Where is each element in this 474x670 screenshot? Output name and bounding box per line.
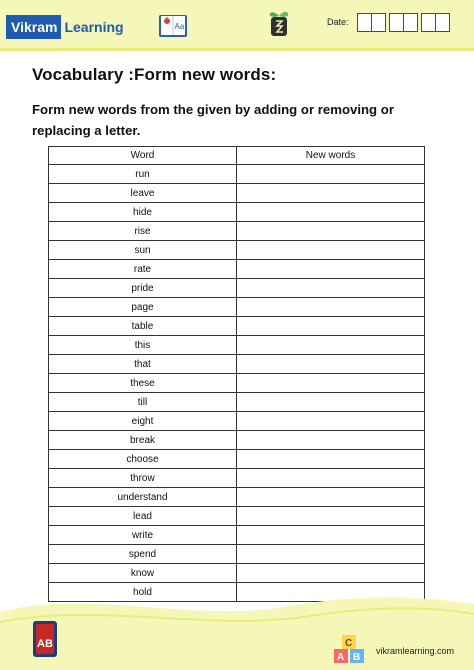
table-row	[49, 222, 425, 241]
date-box[interactable]	[421, 13, 436, 32]
new-word-cell[interactable]	[237, 526, 425, 545]
new-word-cell[interactable]	[237, 260, 425, 279]
new-word-cell[interactable]	[237, 184, 425, 203]
word-cell: break	[49, 431, 237, 450]
new-word-cell[interactable]	[237, 336, 425, 355]
table-row	[49, 279, 425, 298]
table-row	[49, 241, 425, 260]
new-word-cell[interactable]	[237, 374, 425, 393]
table-row	[49, 507, 425, 526]
date-box[interactable]	[435, 13, 450, 32]
word-cell: till	[49, 393, 237, 412]
new-word-cell[interactable]	[237, 165, 425, 184]
footer-website-link[interactable]: vikramlearning.com	[376, 646, 455, 656]
column-header-word: Word	[49, 147, 237, 165]
block-letter-c: C	[345, 638, 353, 649]
word-cell: understand	[49, 488, 237, 507]
word-cell: write	[49, 526, 237, 545]
header-band	[0, 0, 474, 51]
table-row	[49, 165, 425, 184]
abc-book-icon	[32, 620, 58, 658]
table-row	[49, 564, 425, 583]
table-row	[49, 545, 425, 564]
word-cell: rise	[49, 222, 237, 241]
date-day-boxes[interactable]	[357, 13, 385, 32]
date-field[interactable]	[357, 13, 449, 32]
word-cell: throw	[49, 469, 237, 488]
new-word-cell[interactable]	[237, 317, 425, 336]
book-icon-text: Aa	[174, 22, 185, 31]
date-box[interactable]	[389, 13, 404, 32]
word-cell: lead	[49, 507, 237, 526]
word-table	[48, 146, 425, 602]
table-row	[49, 298, 425, 317]
word-cell: run	[49, 165, 237, 184]
new-word-cell[interactable]	[237, 564, 425, 583]
worksheet-instruction: Form new words from the given by adding or removing or replacing a letter.	[32, 102, 394, 138]
word-cell: page	[49, 298, 237, 317]
word-cell: that	[49, 355, 237, 374]
new-word-cell[interactable]	[237, 488, 425, 507]
word-cell: hide	[49, 203, 237, 222]
table-row	[49, 355, 425, 374]
worksheet-title: Vocabulary :Form new words:	[32, 65, 277, 84]
word-cell: eight	[49, 412, 237, 431]
brand-logo-part1: Vikram	[6, 15, 61, 39]
new-word-cell[interactable]	[237, 241, 425, 260]
word-cell: table	[49, 317, 237, 336]
new-word-cell[interactable]	[237, 507, 425, 526]
word-cell: these	[49, 374, 237, 393]
word-cell: choose	[49, 450, 237, 469]
table-row	[49, 317, 425, 336]
date-month-boxes[interactable]	[389, 13, 417, 32]
block-letter-b: B	[353, 652, 361, 663]
word-cell: know	[49, 564, 237, 583]
table-header-row	[49, 147, 425, 165]
table-row	[49, 488, 425, 507]
new-word-cell[interactable]	[237, 203, 425, 222]
column-header-new-words: New words	[237, 147, 425, 165]
block-letter-a: A	[337, 652, 345, 663]
brand-logo[interactable]	[6, 15, 126, 39]
word-cell: sun	[49, 241, 237, 260]
new-word-cell[interactable]	[237, 450, 425, 469]
new-word-cell[interactable]	[237, 222, 425, 241]
plant-icon	[267, 6, 291, 38]
brand-logo-part2: Learning	[64, 19, 124, 35]
table-row	[49, 260, 425, 279]
book-icon	[158, 12, 188, 38]
word-cell: hold	[49, 583, 237, 602]
table-row	[49, 336, 425, 355]
new-word-cell[interactable]	[237, 298, 425, 317]
new-word-cell[interactable]	[237, 393, 425, 412]
word-cell: this	[49, 336, 237, 355]
word-cell: rate	[49, 260, 237, 279]
table-body	[49, 165, 425, 602]
table-row	[49, 374, 425, 393]
date-label: Date:	[327, 17, 349, 27]
date-year-boxes[interactable]	[421, 13, 449, 32]
table-row	[49, 393, 425, 412]
new-word-cell[interactable]	[237, 431, 425, 450]
date-box[interactable]	[371, 13, 386, 32]
date-box[interactable]	[357, 13, 372, 32]
new-word-cell[interactable]	[237, 469, 425, 488]
abc-book-text: AB	[37, 638, 53, 650]
new-word-cell[interactable]	[237, 355, 425, 374]
table-row	[49, 469, 425, 488]
table-row	[49, 203, 425, 222]
new-word-cell[interactable]	[237, 545, 425, 564]
word-cell: pride	[49, 279, 237, 298]
table-row	[49, 412, 425, 431]
table-row	[49, 450, 425, 469]
word-cell: spend	[49, 545, 237, 564]
new-word-cell[interactable]	[237, 412, 425, 431]
date-box[interactable]	[403, 13, 418, 32]
new-word-cell[interactable]	[237, 279, 425, 298]
table-row	[49, 184, 425, 203]
alphabet-blocks-icon	[333, 634, 367, 664]
word-cell: leave	[49, 184, 237, 203]
table-row	[49, 431, 425, 450]
table-row	[49, 526, 425, 545]
footer-wave	[0, 592, 474, 670]
